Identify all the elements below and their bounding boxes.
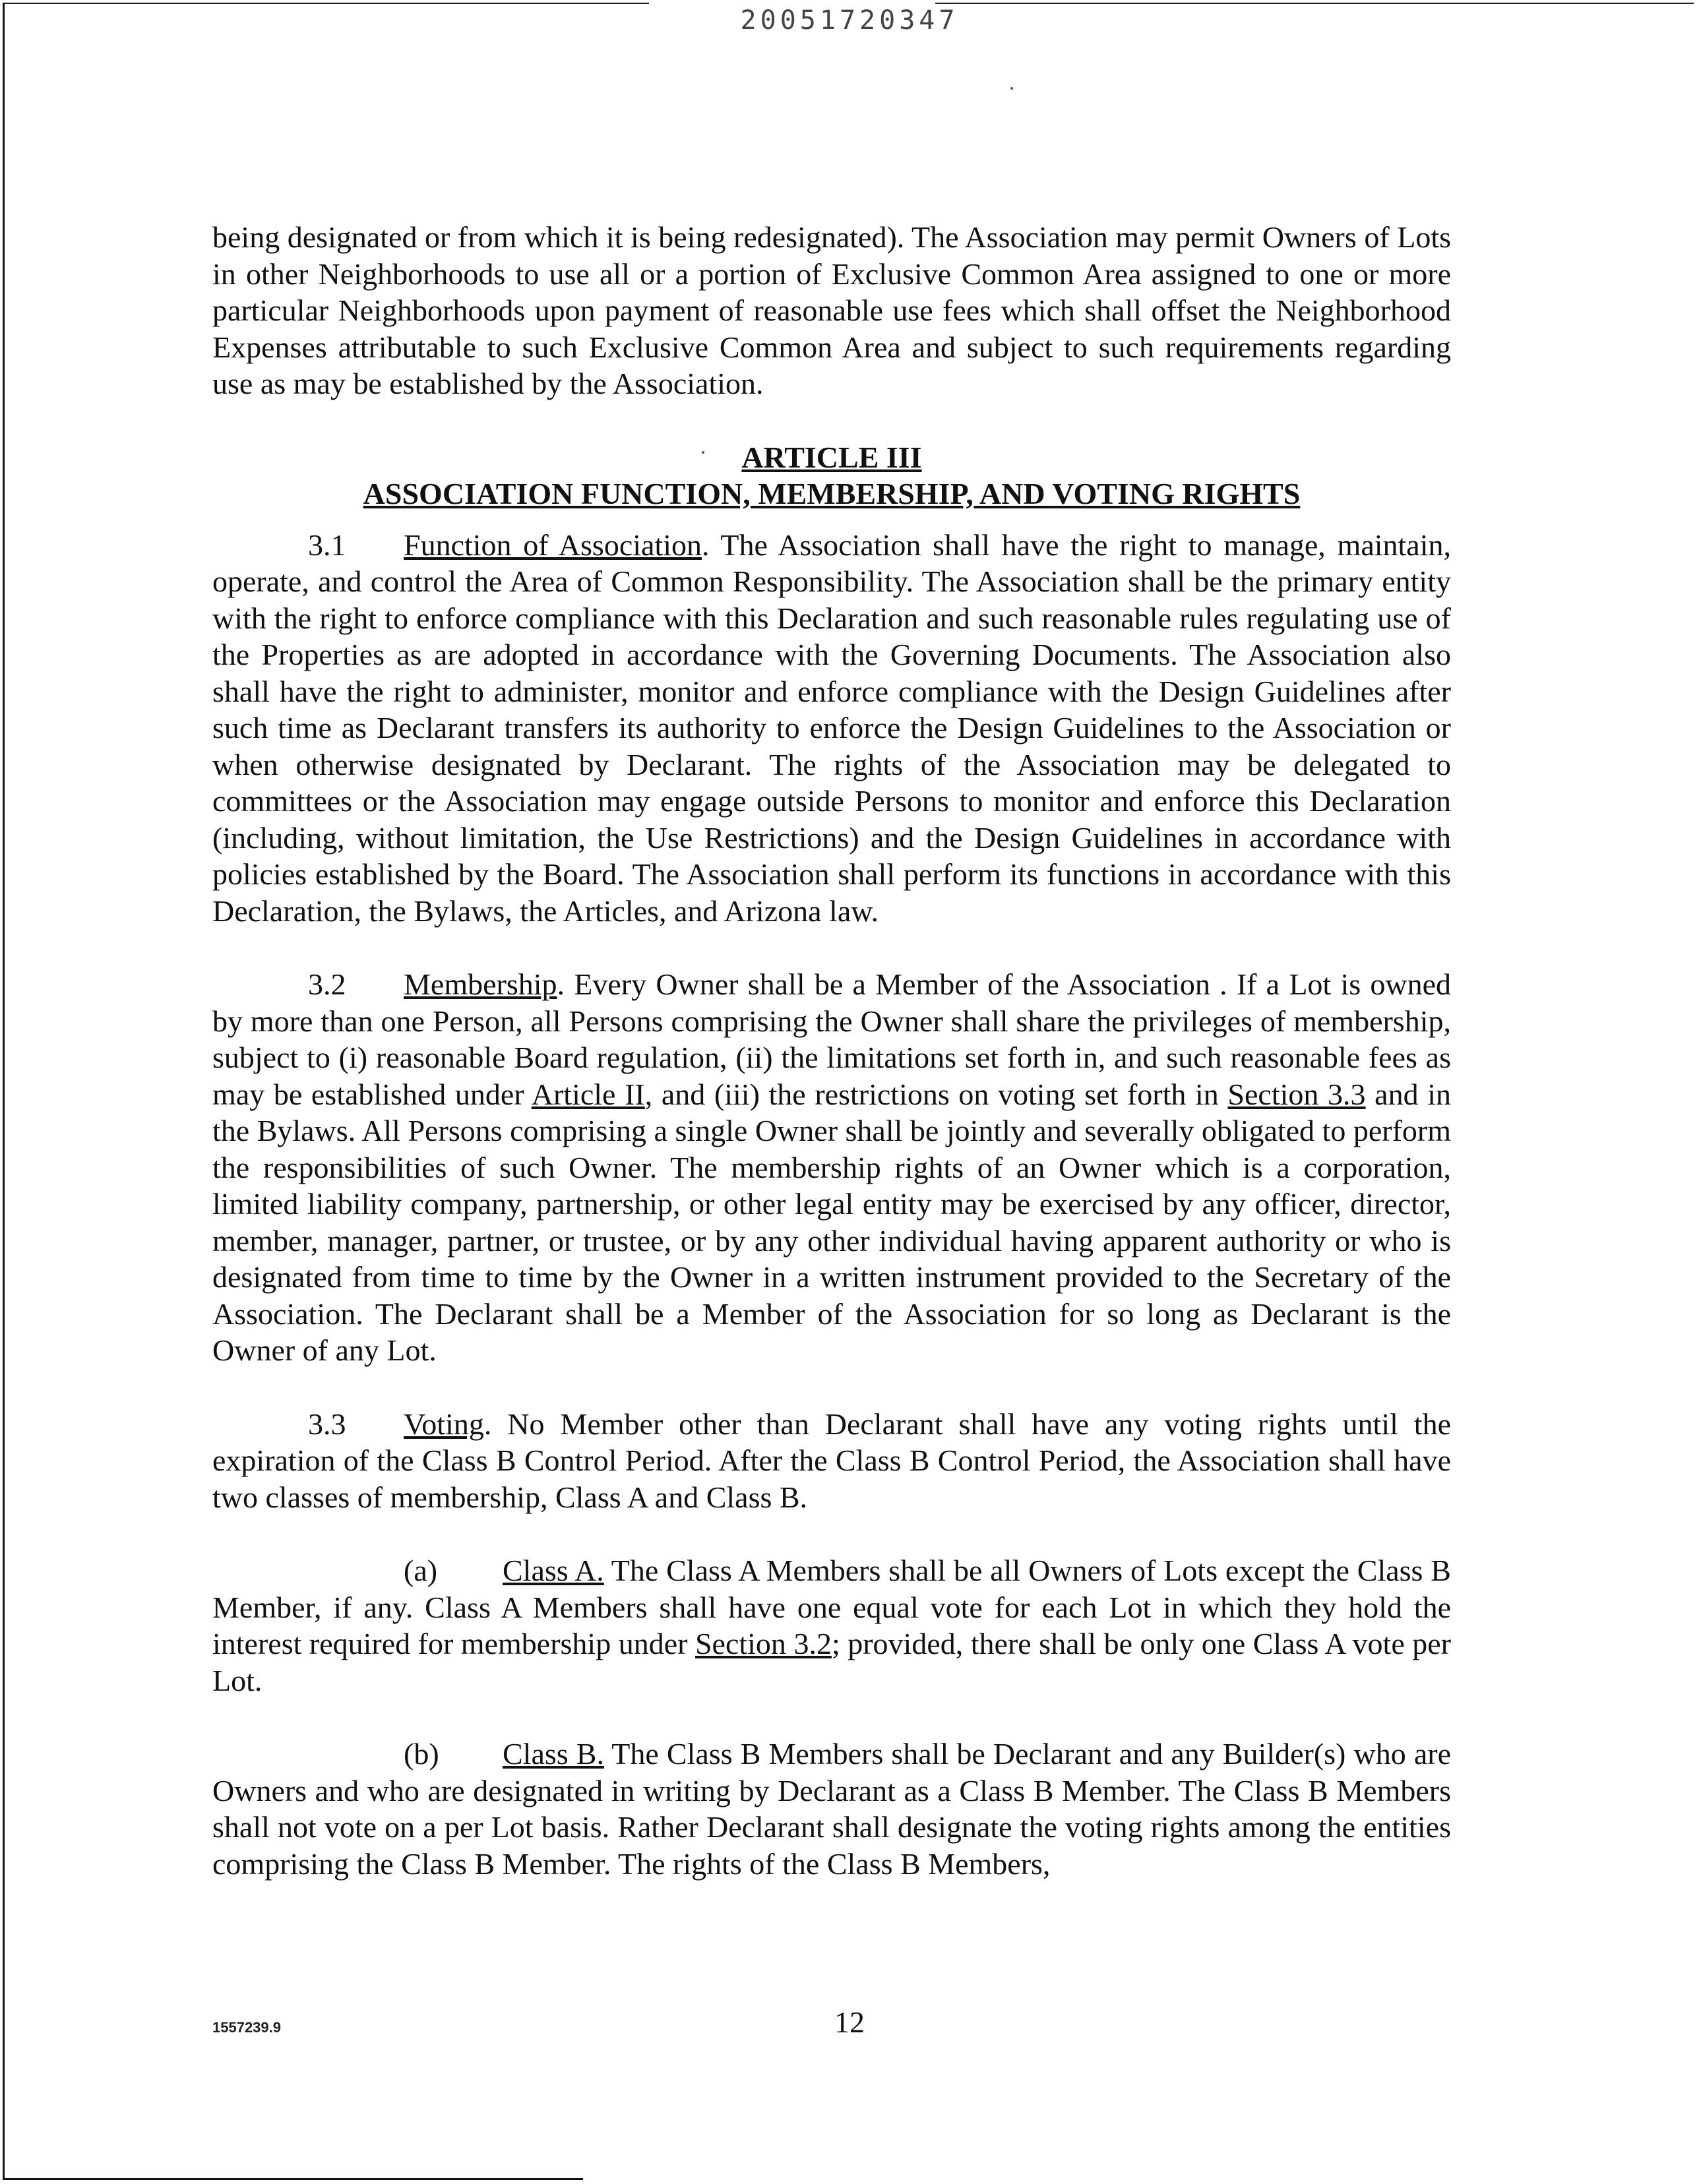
subsection-text: ; provided, there shall be only one Class A vote per Lot. bbox=[212, 1627, 1451, 1697]
subsection-text: The Class A Members shall be all Owners of Lots except the Class B Member, if any. Class A Members shall have one equal vote for each Lot in which they hold the interest required for membership under bbox=[212, 1554, 1451, 1660]
subsection-class-a bbox=[212, 1552, 1451, 1699]
section-number: 3.3 bbox=[308, 1407, 346, 1441]
section-text: . The Association shall have the right to manage, maintain, operate, and control the Area of Common Responsibility. The Association shall be the primary entity with the right to enforce compliance with this Declaration and such reasonable rules regulating use of the Properties as are adopted in accordance with the Governing Documents. The Association also shall have the right to administer, monitor and enforce compliance with the Design Guidelines after such time as Declarant transfers its authority to enforce the Design Guidelines to the Association or when otherwise designated by Declarant. The rights of the Association may be delegated to committees or the Association may engage outside Persons to monitor and enforce this Declaration (including, without limitation, the Use Restrictions) and the Design Guidelines in accordance with policies established by the Board. The Association shall perform its functions in accordance with this Declaration, the Bylaws, the Articles, and Arizona law. bbox=[212, 528, 1451, 928]
document-body bbox=[212, 219, 1451, 1919]
scan-edge-top bbox=[935, 3, 1694, 4]
cross-reference: Section 3.3 bbox=[1227, 1077, 1366, 1111]
section-heading: Function of Association bbox=[404, 528, 702, 562]
section-text: . Every Owner shall be a Member of the Association . If a Lot is owned by more than one Person, all Persons comprising the Owner shall share the privileges of membership, subject to (i) reasonable Board regulation, (ii) the limitations set forth in, and such reasonable fees as may be established under bbox=[212, 967, 1451, 1111]
document-number: 20051720347 bbox=[740, 5, 959, 36]
scan-edge-bottom bbox=[3, 2178, 583, 2180]
cross-reference: Section 3.2 bbox=[695, 1627, 832, 1660]
article-number: ARTICLE III bbox=[741, 440, 922, 474]
article-heading bbox=[212, 439, 1451, 512]
cross-reference: Article II bbox=[531, 1077, 645, 1111]
subsection-heading: Class B. bbox=[503, 1737, 604, 1771]
intro-paragraph: being designated or from which it is being redesignated). The Association may permit Owners of Lots in other Neighborhoods to use all or a portion of Exclusive Common Area assigned to one or more particular Neighborhoods upon payment of reasonable use fees which shall offset the Neighborhood Expenses attributable to such Exclusive Common Area and subject to such requirements regarding use as may be established by the Association. bbox=[212, 220, 1451, 400]
scan-edge-top bbox=[3, 3, 649, 4]
section-text: and in the Bylaws. All Persons comprising a single Owner shall be jointly and severally obligated to perform the responsibilities of such Owner. The membership rights of an Owner which is a corporation, limited liability company, partnership, or other legal entity may be exercised by any officer, director, member, manager, partner, or trustee, or by any other individual having apparent authority or who is designated from time to time by the Owner in a written instrument provided to the Secretary of the Association. The Declarant shall be a Member of the Association for so long as Declarant is the Owner of any Lot. bbox=[212, 1077, 1451, 1367]
section-3-2 bbox=[212, 966, 1451, 1369]
section-text: , and (iii) the restrictions on voting set forth in bbox=[644, 1077, 1228, 1111]
section-3-1 bbox=[212, 527, 1451, 930]
subsection-number: (b) bbox=[404, 1737, 439, 1771]
subsection-heading: Class A. bbox=[503, 1554, 604, 1587]
article-title: ASSOCIATION FUNCTION, MEMBERSHIP, AND VOTING RIGHTS bbox=[363, 477, 1301, 510]
section-heading: Voting bbox=[404, 1407, 484, 1441]
section-3-3 bbox=[212, 1406, 1451, 1516]
section-heading: Membership bbox=[404, 967, 557, 1001]
section-number: 3.1 bbox=[308, 528, 346, 562]
section-number: 3.2 bbox=[308, 967, 346, 1001]
subsection-number: (a) bbox=[404, 1554, 438, 1587]
subsection-text: The Class B Members shall be Declarant and any Builder(s) who are Owners and who are designated in writing by Declarant as a Class B Member. The Class B Members shall not vote on a per Lot basis. Rather Declarant shall designate the voting rights among the entities comprising the Class B Member. The rights of the Class B Members, bbox=[212, 1737, 1451, 1881]
scan-speck bbox=[1010, 87, 1013, 90]
page-number: 12 bbox=[834, 2005, 865, 2039]
subsection-class-b bbox=[212, 1736, 1451, 1882]
document-code: 1557239.9 bbox=[212, 2019, 281, 2036]
scan-edge-left bbox=[3, 3, 5, 2179]
section-text: . No Member other than Declarant shall have any voting rights until the expiration of the Class B Control Period. After the Class B Control Period, the Association shall have two classes of membership, Class A and Class B. bbox=[212, 1407, 1451, 1514]
